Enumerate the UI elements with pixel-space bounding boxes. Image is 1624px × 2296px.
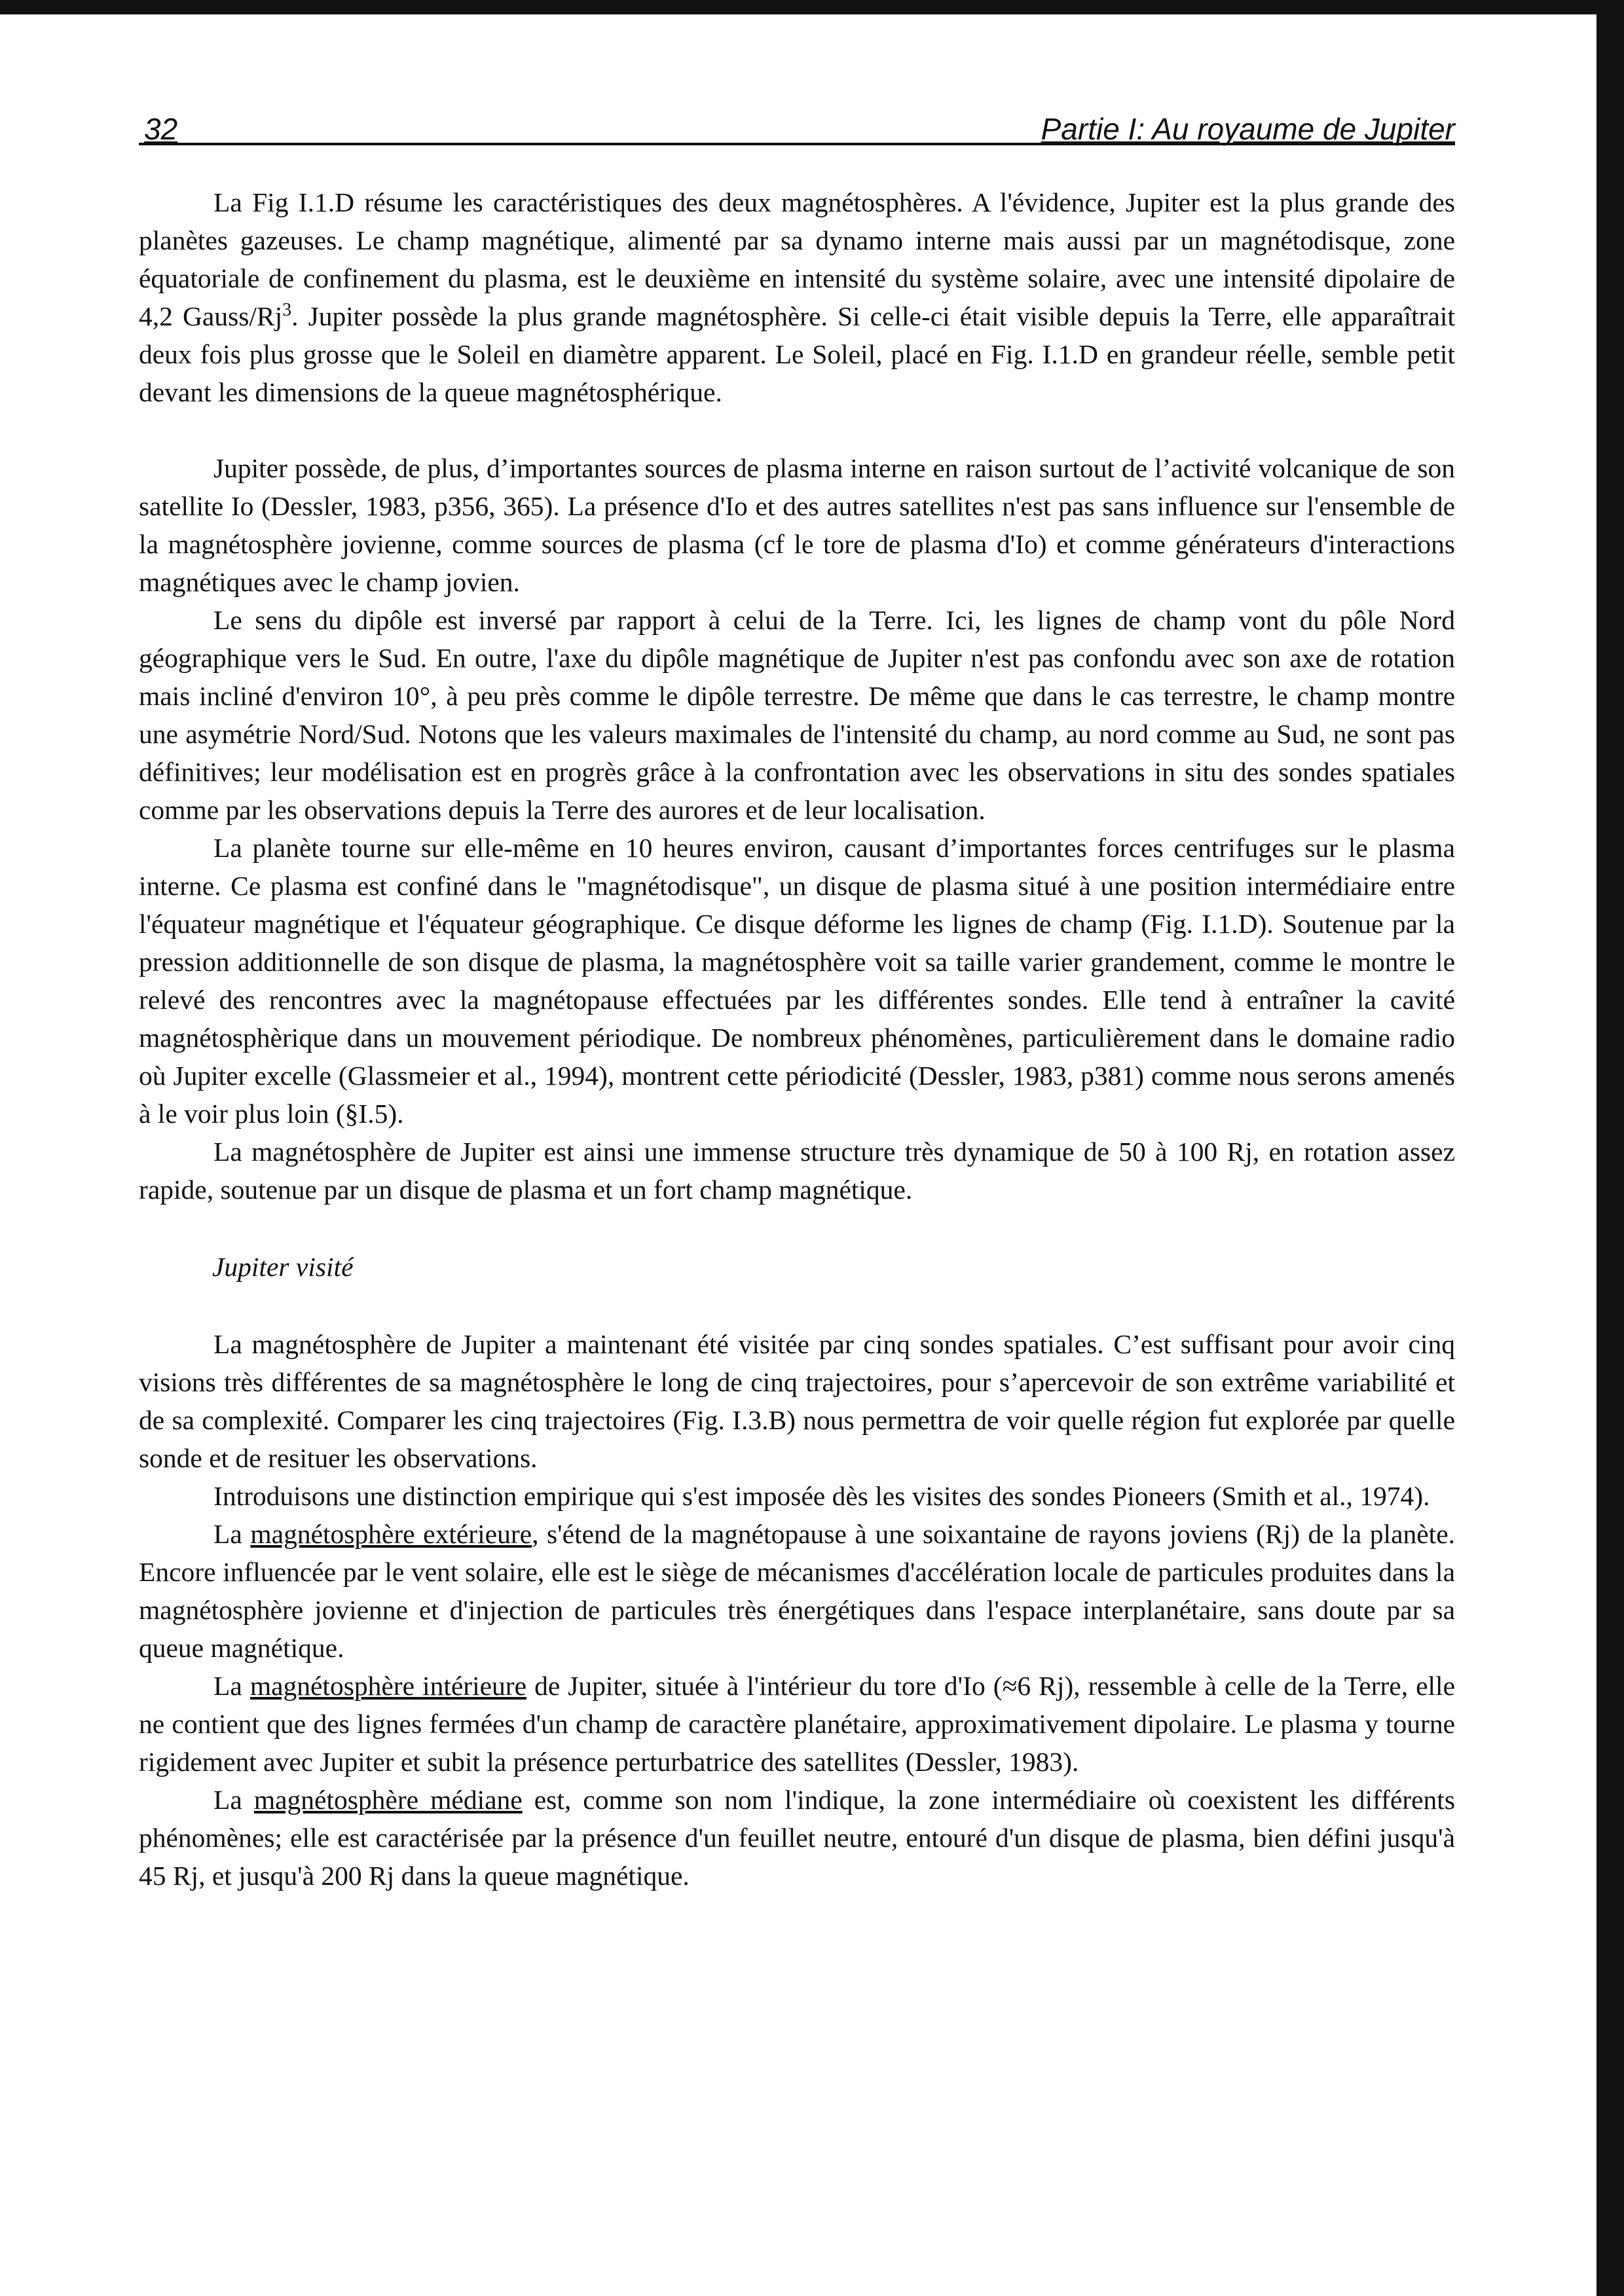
paragraph-2: Jupiter possède, de plus, d’importantes sources de plasma interne en raison surtout de l’activité volcanique de son satellite Io (Dessler, 1983, p356, 365). La présence d'Io et des autres satellites n'est pas sans influence sur l'ensemble de la magnétosphère jovienne, comme sources de plasma (cf le tore de plasma d'Io) et comme générateurs d'interactions magnétiques avec le champ jovien. <box>139 453 1455 597</box>
paragraph-9-text: de Jupiter, située à l'intérieur du tore d'Io (≈6 Rj), ressemble à celle de la Terre, elle ne contient que des lignes fermées d'un champ de caractère planétaire, approximativement dipolaire. Le plasma y tourne rigidement avec Jupiter et subit la présence perturbatrice des satellites (Dessler, 1983). <box>139 1671 1455 1777</box>
paragraph-8 <box>139 1515 1455 1667</box>
paragraph-1-text-a: La Fig I.1.D résume les caractéristiques des deux magnétosphères. A l'évidence, Jupiter est la plus grande des planètes gazeuses. Le champ magnétique, alimenté par sa dynamo interne mais aussi par un magnétodisque, zone équatoriale de confinement du plasma, est le deuxième en intensité du système solaire, avec une intensité dipolaire de 4,2 Gauss/Rj <box>139 187 1455 331</box>
paragraph-1 <box>139 183 1455 411</box>
section-subheading: Jupiter visité <box>212 1252 354 1282</box>
paragraph-9 <box>139 1667 1455 1781</box>
body-text <box>139 183 1455 1895</box>
part-title: Partie I: Au royaume de Jupiter <box>1041 112 1455 146</box>
term-middle-magnetosphere: magnétosphère médiane <box>253 1785 523 1815</box>
paragraph-10 <box>139 1781 1455 1895</box>
paragraph-4: La planète tourne sur elle-même en 10 heures environ, causant d’importantes forces centrifuges sur le plasma interne. Ce plasma est confiné dans le "magnétodisque", un disque de plasma situé à une position intermédiaire entre l'équateur magnétique et l'équateur géographique. Ce disque déforme les lignes de champ (Fig. I.1.D). Soutenue par la pression additionnelle de son disque de plasma, la magnétosphère voit sa taille varier grandement, comme le montre le relevé des rencontres avec la magnétopause effectuées par les différentes sondes. Elle tend à entraîner la cavité magnétosphèrique dans un mouvement périodique. De nombreux phénomènes, particulièrement dans le domaine radio où Jupiter excelle (Glassmeier et al., 1994), montrent cette périodicité (Dessler, 1983, p381) comme nous serons amenés à le voir plus loin (§I.5). <box>139 833 1455 1129</box>
page-number: 32 <box>144 112 178 146</box>
paragraph-3: Le sens du dipôle est inversé par rapport à celui de la Terre. Ici, les lignes de champ vont du pôle Nord géographique vers le Sud. En outre, l'axe du dipôle magnétique de Jupiter n'est pas confondu avec son axe de rotation mais incliné d'environ 10°, à peu près comme le dipôle terrestre. De même que dans le cas terrestre, le champ montre une asymétrie Nord/Sud. Notons que les valeurs maximales de l'intensité du champ, au nord comme au Sud, ne sont pas définitives; leur modélisation est en progrès grâce à la confrontation avec les observations in situ des sondes spatiales comme par les observations depuis la Terre des aurores et de leur localisation. <box>139 605 1455 825</box>
paragraph-7: Introduisons une distinction empirique qui s'est imposée dès les visites des sondes Pioneers (Smith et al., 1974). <box>213 1481 1430 1511</box>
paragraph-1-text-b: . Jupiter possède la plus grande magnétosphère. Si celle-ci était visible depuis la Terre, elle apparaîtrait deux fois plus grosse que le Soleil en diamètre apparent. Le Soleil, placé en Fig. I.1.D en grandeur réelle, semble petit devant les dimensions de la queue magnétosphérique. <box>139 301 1455 407</box>
document-page <box>139 105 1455 1895</box>
paragraph-5: La magnétosphère de Jupiter est ainsi une immense structure très dynamique de 50 à 100 Rj, en rotation assez rapide, soutenue par un disque de plasma et un fort champ magnétique. <box>139 1137 1455 1205</box>
paragraph-9-lead: La <box>213 1671 250 1701</box>
term-outer-magnetosphere: magnétosphère extérieure <box>250 1519 532 1549</box>
paragraph-6: La magnétosphère de Jupiter a maintenant été visitée par cinq sondes spatiales. C’est suffisant pour avoir cinq visions très différentes de sa magnétosphère le long de cinq trajectoires, pour s’apercevoir de son extrême variabilité et de sa complexité. Comparer les cinq trajectoires (Fig. I.3.B) nous permettra de voir quelle région fut explorée par quelle sonde et de resituer les observations. <box>139 1329 1455 1473</box>
paragraph-8-text: , s'étend de la magnétopause à une soixantaine de rayons joviens (Rj) de la planète. Encore influencée par le vent solaire, elle est le siège de mécanismes d'accélération locale de particules produites dans la magnétosphère jovienne et d'injection de particules très énergétiques dans l'espace interplanétaire, sans doute par sa queue magnétique. <box>139 1519 1455 1663</box>
paragraph-10-lead: La <box>213 1785 254 1815</box>
running-header <box>139 105 1455 145</box>
paragraph-10-text: est, comme son nom l'indique, la zone intermédiaire où coexistent les différents phénomènes; elle est caractérisée par la présence d'un feuillet neutre, entouré d'un disque de plasma, bien défini jusqu'à 45 Rj, et jusqu'à 200 Rj dans la queue magnétique. <box>139 1785 1455 1891</box>
paragraph-8-lead: La <box>213 1519 251 1549</box>
superscript-exponent: 3 <box>282 300 292 321</box>
term-inner-magnetosphere: magnétosphère intérieure <box>249 1671 527 1701</box>
